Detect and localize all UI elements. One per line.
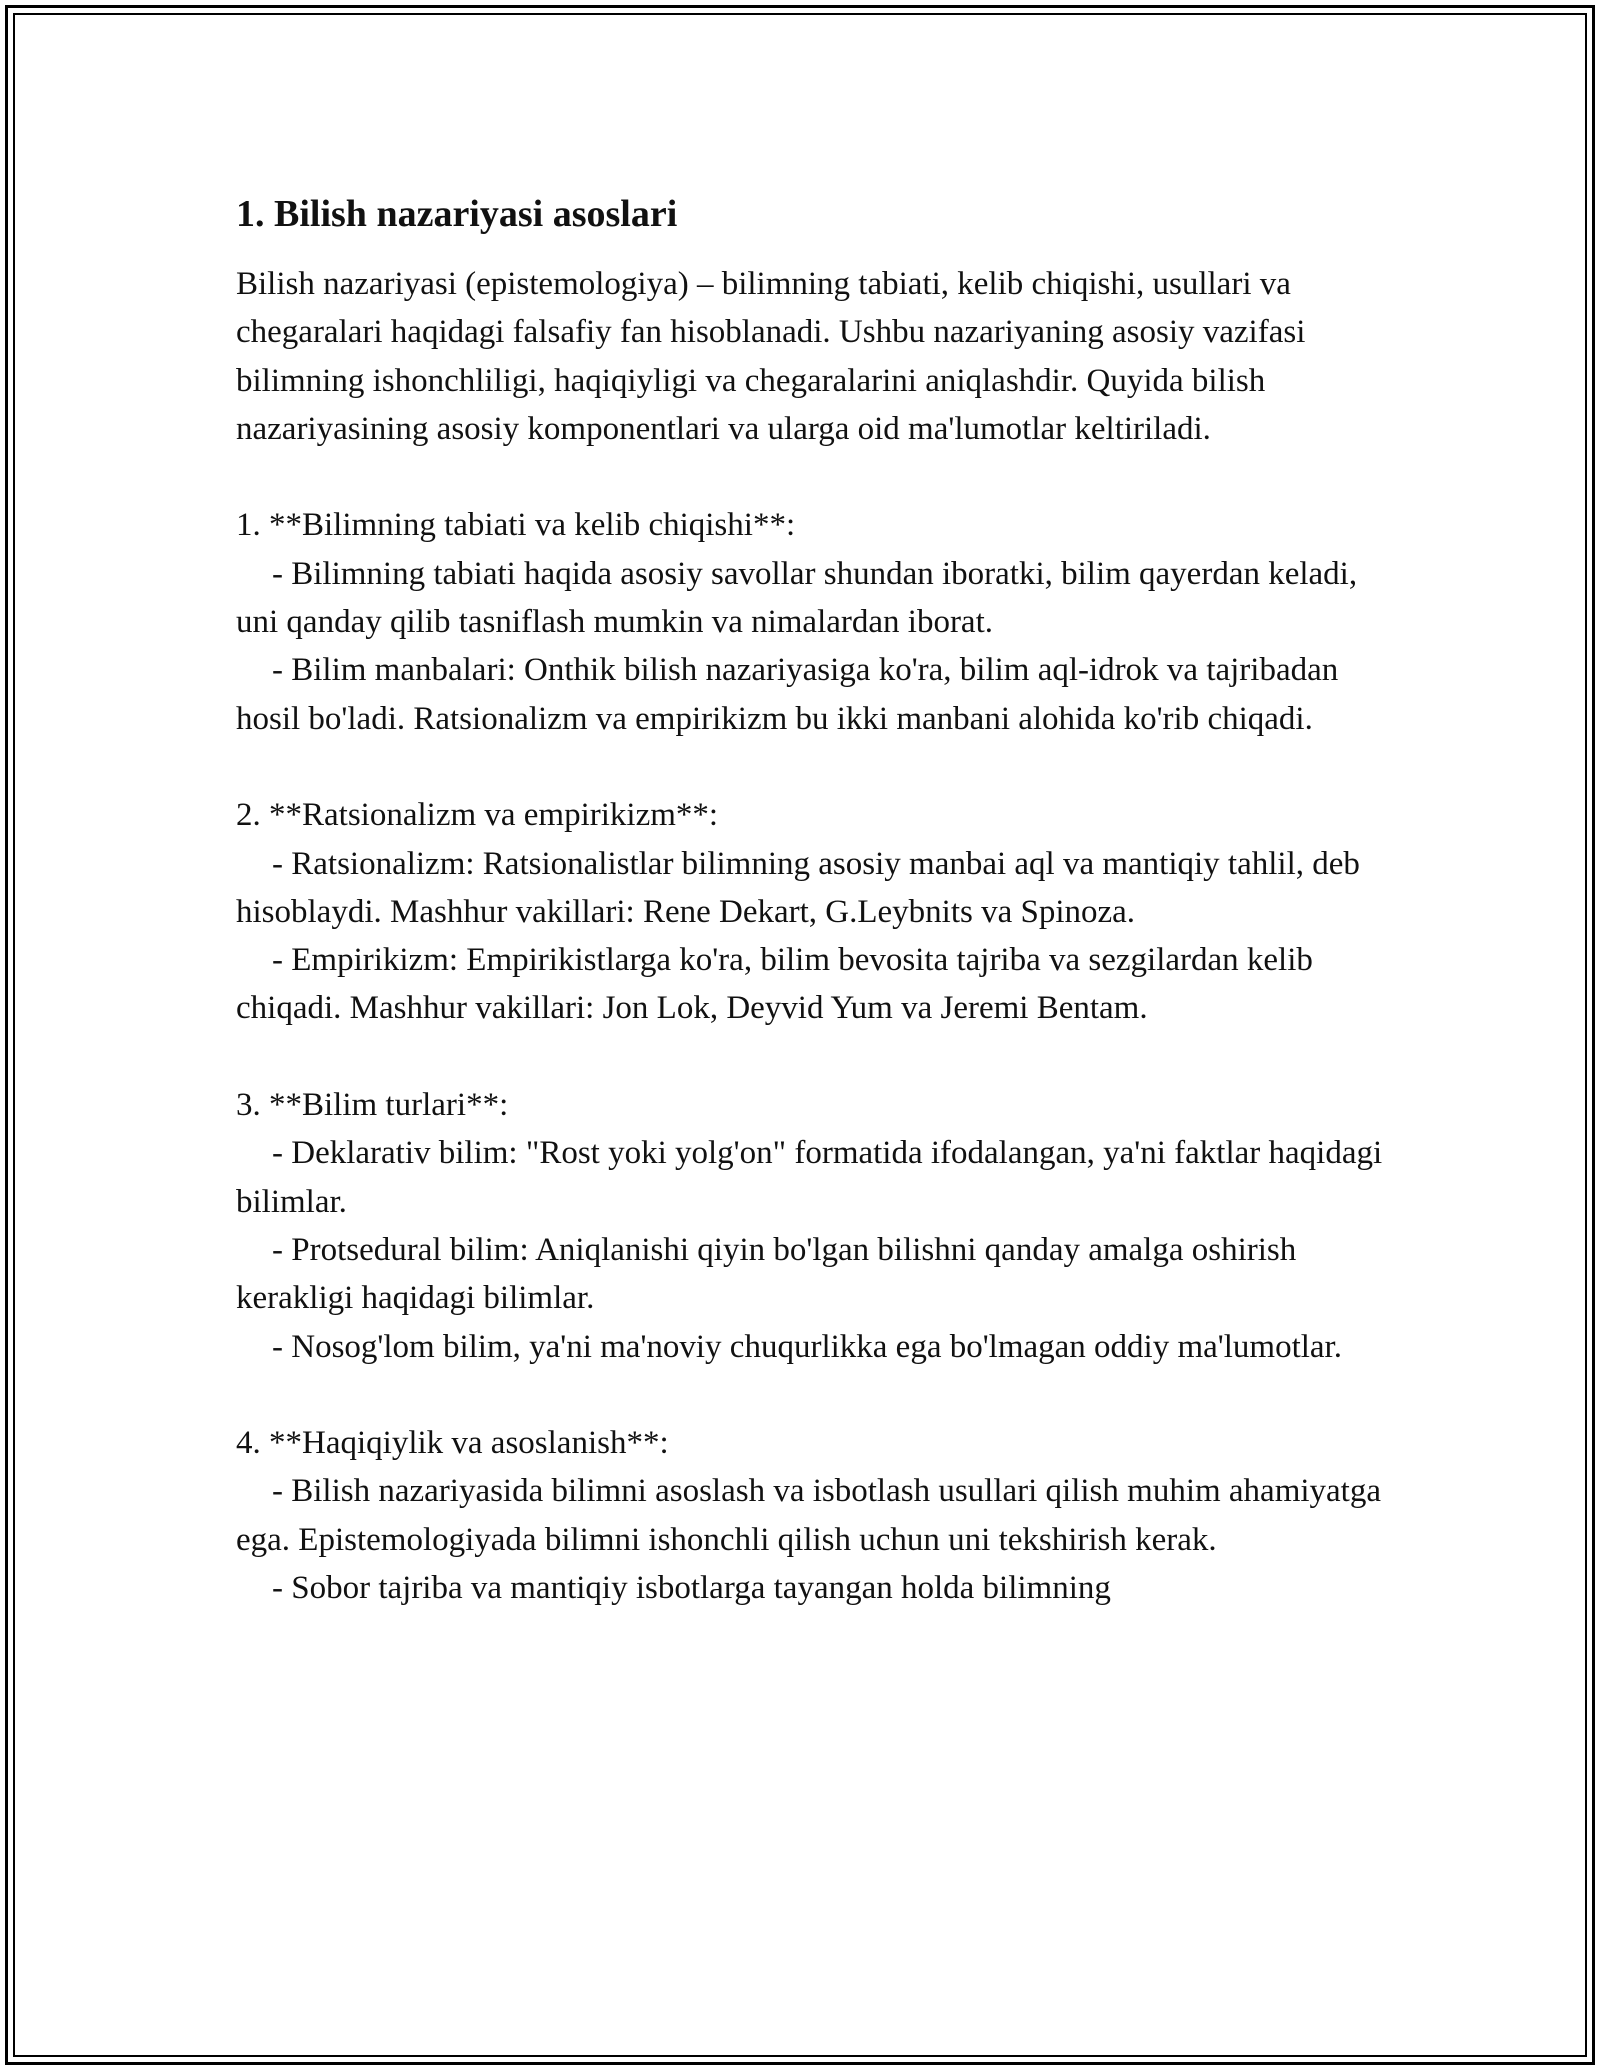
section-heading: 1. **Bilimning tabiati va kelib chiqishi**: (236, 507, 796, 544)
document-title: 1. Bilish nazariyasi asoslari (236, 193, 678, 235)
intro-paragraph: Bilish nazariyasi (epistemologiya) – bilimning tabiati, kelib chiqishi, usullari va chegaralari haqidagi falsafiy fan hisoblanadi. Ushbu nazariyaning asosiy vazifasi bilimning ishonchliligi, haqiqiyligi va chegaralarini aniqlashdir. Quyida bilish nazariyasining asosiy komponentlari va ularga oid ma'lumotlar keltiriladi. (236, 266, 1306, 447)
section-item: - Bilimning tabiati haqida asosiy savollar shundan iboratki, bilim qayerdan keladi, uni qanday qilib tasniflash mumkin va nimalardan iborat. (236, 555, 1358, 641)
section-item: - Empirikizm: Empirikistlarga ko'ra, bilim bevosita tajriba va sezgilardan kelib chiqadi. Mashhur vakillari: Jon Lok, Deyvid Yum va Jeremi Bentam. (236, 942, 1313, 1027)
section-item: - Nosog'lom bilim, ya'ni ma'noviy chuqurlikka ega bo'lmagan oddiy ma'lumotlar. (272, 1328, 1342, 1365)
document-body (236, 190, 1396, 1612)
section-item: - Ratsionalizm: Ratsionalistlar bilimning asosiy manbai aql va mantiqiy tahlil, deb hisoblaydi. Mashhur vakillari: Rene Dekart, G.Leybnits va Spinoza. (236, 845, 1360, 930)
section-heading: 2. **Ratsionalizm va empirikizm**: (236, 797, 719, 834)
section-item: - Sobor tajriba va mantiqiy isbotlarga tayangan holda bilimning (272, 1570, 1111, 1607)
section-item: - Deklarativ bilim: "Rost yoki yolg'on" formatida ifodalangan, ya'ni faktlar haqidagi bilimlar. (236, 1135, 1383, 1220)
section-heading: 4. **Haqiqiylik va asoslanish**: (236, 1425, 669, 1462)
section-3 (236, 1081, 1396, 1371)
section-4 (236, 1419, 1396, 1612)
section-1 (236, 501, 1396, 742)
section-heading: 3. **Bilim turlari**: (236, 1087, 509, 1124)
section-item: - Bilim manbalari: Onthik bilish nazariyasiga ko'ra, bilim aql-idrok va tajribadan hosil bo'ladi. Ratsionalizm va empirikizm bu ikki manbani alohida ko'rib chiqadi. (236, 652, 1339, 737)
section-item: - Protsedural bilim: Aniqlanishi qiyin bo'lgan bilishni qanday amalga oshirish kerakligi haqidagi bilimlar. (236, 1231, 1297, 1317)
section-item: - Bilish nazariyasida bilimni asoslash va isbotlash usullari qilish muhim ahamiyatga ega. Epistemologiyada bilimni ishonchli qilish uchun uni tekshirish kerak. (236, 1473, 1381, 1558)
section-2 (236, 791, 1396, 1032)
